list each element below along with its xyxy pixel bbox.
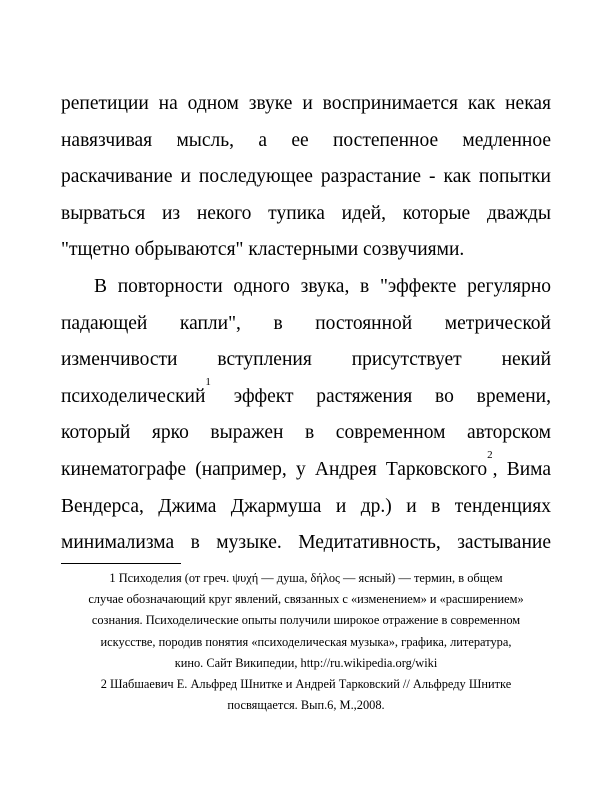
text-line: падающей капли", в постоянной метрической — [61, 312, 551, 334]
text-segment: эффект растяжения во времени, — [210, 385, 551, 407]
text-segment: психоделический — [61, 385, 206, 407]
text-line: навязчивая мысль, а ее постепенное медленное — [61, 129, 551, 151]
footnote-line: сознания. Психоделические опыты получили широкое отражение в современном — [91, 613, 521, 628]
footnote-separator — [61, 563, 181, 564]
text-line: изменчивости вступления присутствует некий — [61, 349, 551, 371]
text-line — [61, 375, 551, 416]
text-line: В повторности одного звука, в "эффекте регулярно — [94, 275, 551, 297]
text-line: "тщетно обрываются" кластерными созвучиями. — [61, 239, 465, 261]
footnote-line: искусстве, породив понятия «психоделическая музыка», графика, литература, — [100, 634, 512, 649]
footnote-ref-1[interactable]: 1 — [205, 375, 211, 388]
footnote-line: кино. Сайт Википедии, http://ru.wikipedia.org/wiki — [174, 655, 438, 670]
text-segment: , Вима — [492, 458, 551, 480]
footnote-line: посвящается. Вып.6, М.,2008. — [227, 698, 385, 713]
text-line: минимализма в музыке. Медитативность, застывание — [61, 532, 551, 554]
body-text — [61, 86, 551, 562]
text-line: раскачивание и последующее разрастание - как попытки — [61, 166, 551, 188]
text-line: репетиции на одном звуке и воспринимается как некая — [61, 93, 551, 114]
text-line: Вендерса, Джима Джармуша и др.) и в тенденциях — [61, 495, 551, 517]
footnote-ref-2[interactable]: 2 — [487, 448, 493, 461]
text-line: вырваться из некого тупика идей, которые дважды — [61, 202, 551, 224]
footnote-line: 1 Психоделия (от греч. ψυχή — душа, δήλος — ясный) — термин, в общем — [109, 571, 503, 585]
text-line — [61, 448, 551, 489]
footnote-line: случае обозначающий круг явлений, связанных с «изменением» и «расширением» — [88, 592, 524, 607]
text-line: который ярко выражен в современном авторском — [61, 422, 551, 444]
footnote-line: 2 Шабшаевич Е. Альфред Шнитке и Андрей Тарковский // Альфреду Шнитке — [100, 677, 512, 692]
text-segment: кинематографе (например, у Андрея Тарковского — [61, 458, 488, 480]
footnotes — [61, 568, 551, 716]
